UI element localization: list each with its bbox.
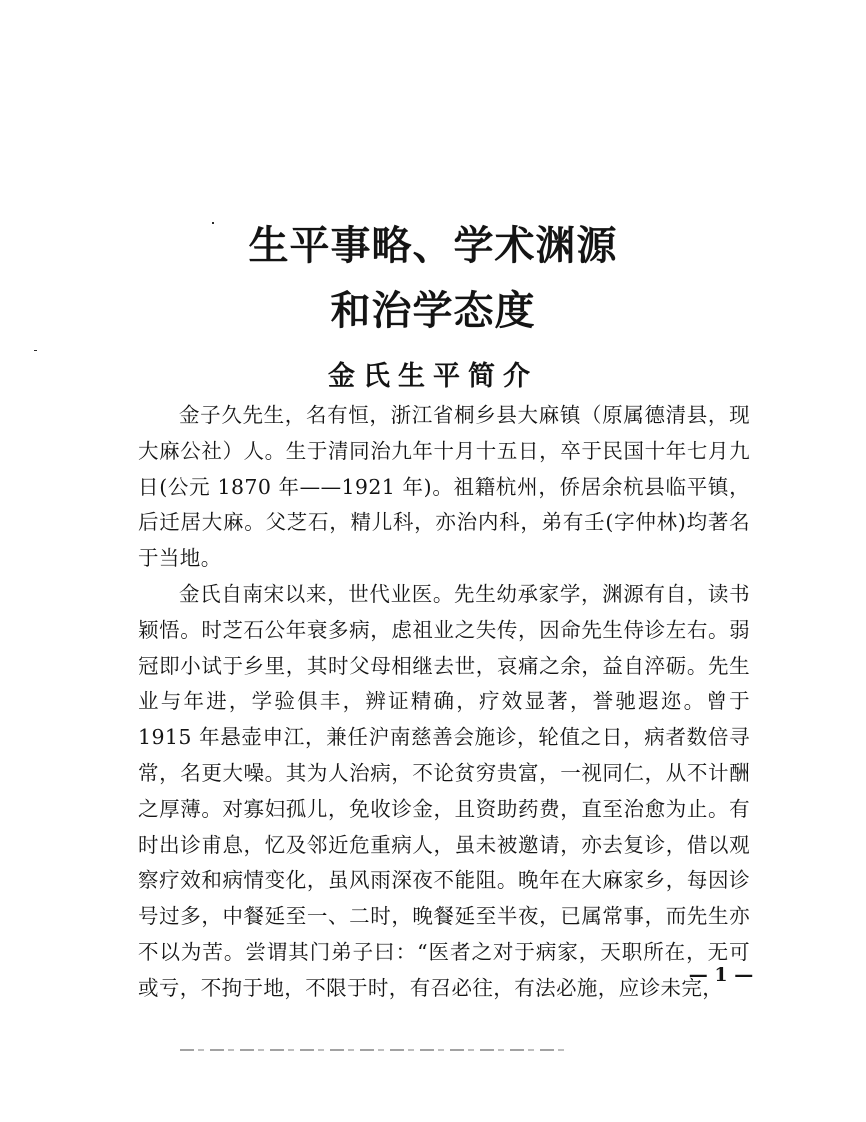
scan-dot-2 xyxy=(34,350,37,351)
section-heading: 金氏生平简介 xyxy=(328,361,538,393)
paragraph-2: 金氏自南宋以来，世代业医。先生幼承家学，渊源有自，读书颖悟。时芝石公年衰多病，虑祖业之失传，因命先生侍诊左右。弱冠即小试于乡里，其时父母相继去世，哀痛之余，益自淬砺。先生业与年进，学验俱丰，辨证精确，疗效显著，誉驰遐迩。曾于 1915 年悬壶申江，兼任沪南慈善会施诊，轮值之日，病者数倍寻常，名更大噪。其为人治病，不论贫穷贵富，一视同仁，从不计酬之厚薄。对寡妇孤儿，免收诊金，且资助药费，直至治愈为止。有时出诊甫息，忆及邻近危重病人，虽未被邀请，亦去复诊，借以观察疗效和病情变化，虽风雨深夜不能阻。晚年在大麻家乡，每因诊号过多，中餐延至一、二时，晚餐延至半夜，已属常事，而先生亦不以为苦。尝谓其门弟子曰：“医者之对于病家，天职所在，无可或亏，不拘于地，不限于时，有召必往，有法必施，应诊未完， xyxy=(138,581,750,1000)
page-title-line-1: 生平事略、学术渊源 xyxy=(248,222,618,269)
body-text xyxy=(138,398,750,1007)
page-title-line-2: 和治学态度 xyxy=(330,287,536,334)
page-number: — 1 — xyxy=(688,964,754,986)
paragraph-1: 金子久先生，名有恒，浙江省桐乡县大麻镇（原属德清县，现大麻公社）人。生于清同治九年十月十五日，卒于民国十年七月九日(公元 1870 年——1921 年)。祖籍杭州，侨居余杭县临平镇，后迁居大麻。父芝石，精儿科，亦治内科，弟有壬(字仲林)均著名于当地。 xyxy=(138,403,750,571)
scan-artifact-line xyxy=(180,1049,570,1051)
